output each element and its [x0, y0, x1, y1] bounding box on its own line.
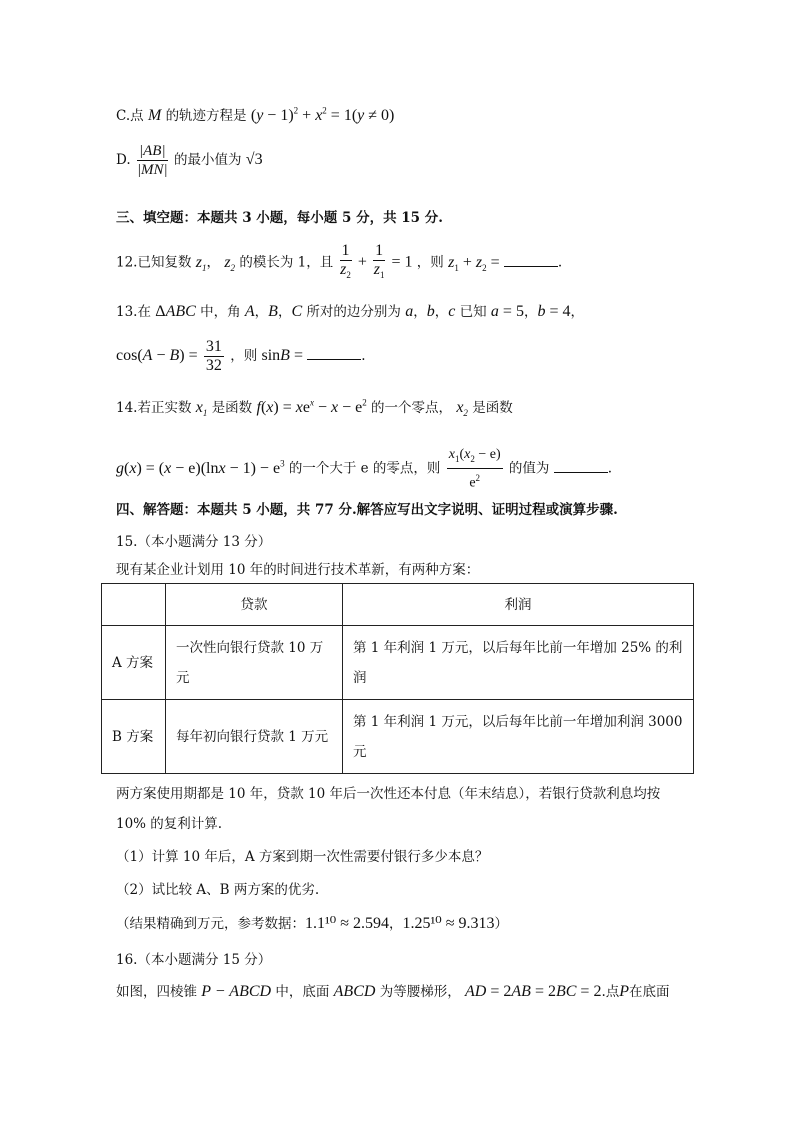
- fraction: $\frac{|AB|}{|MN|}$: [136, 143, 168, 178]
- plan-table: [101, 583, 694, 774]
- section-3-title: 三、填空题：本题共 3 小题，每小题 5 分，共 15 分.: [116, 210, 443, 226]
- table-header-cell: [102, 584, 166, 626]
- question-16-line1: 如图，四棱锥 P − ABCD 中，底面 ABCD 为等腰梯形， AD = 2AB = 2BC = 2.点P在底面: [116, 983, 670, 1000]
- question-12: 12.已知复数 $z_1$， $z_2$ 的模长为 1，且 $\frac{1}{z_2}$ + $\frac{1}{z_1}$ = 1 ，则 $z_1 + z_2$ = .: [116, 242, 562, 284]
- question-15-header: 15.（本小题满分 13 分）: [116, 534, 272, 550]
- question-15-intro: 现有某企业计划用 10 年的时间进行技术革新，有两种方案：: [116, 562, 480, 578]
- fraction: $\frac{31}{32}$: [205, 338, 222, 374]
- table-cell: 第 1 年利润 1 万元，以后每年比前一年增加利润 3000 元: [343, 700, 694, 774]
- table-header-row: [102, 584, 694, 626]
- table-cell: 第 1 年利润 1 万元，以后每年比前一年增加 25% 的利润: [343, 626, 694, 700]
- math-expression: $(y - 1)^2 + x^2 = 1(y \ne 0)$: [250, 105, 395, 124]
- table-cell: 每年初向银行贷款 1 万元: [166, 700, 343, 774]
- table-header-cell: 贷款: [166, 584, 343, 626]
- q11-option-d: D. $\frac{|AB|}{|MN|}$ 的最小值为 √3: [116, 143, 263, 178]
- table-header-cell: 利润: [343, 584, 694, 626]
- answer-blank[interactable]: [504, 254, 558, 267]
- table-row: [102, 700, 694, 774]
- table-cell: A 方案: [102, 626, 166, 700]
- table-row: [102, 626, 694, 700]
- question-15-sub-2: （2）试比较 A、B 两方案的优劣.: [116, 882, 320, 898]
- answer-blank[interactable]: [554, 460, 608, 473]
- question-15-sub-1: （1）计算 10 年后，A 方案到期一次性需要付银行多少本息？: [116, 849, 489, 865]
- question-14-line2: $g(x) = (x - e)(\ln x - 1) - e^3$ 的一个大于 e 的零点，则 $\frac{x_1(x_2 - e)}{e^2}$ 的值为 .: [116, 447, 613, 491]
- fraction: $\frac{1}{z_1}$: [373, 242, 385, 281]
- question-15-after-2: 10% 的复利计算.: [116, 816, 223, 832]
- question-15-reference: （结果精确到万元，参考数据：1.1¹⁰ ≈ 2.594，1.25¹⁰ ≈ 9.313）: [116, 915, 508, 932]
- question-13-line1: 13.在 ΔABC 中，角 A，B，C 所对的边分别为 a，b，c 已知 a = 5，b = 4，: [116, 303, 584, 320]
- answer-blank[interactable]: [307, 347, 361, 360]
- sqrt-3: √3: [245, 151, 263, 168]
- table-cell: B 方案: [102, 700, 166, 774]
- fraction: $\frac{1}{z_2}$: [340, 242, 351, 281]
- table-cell: 一次性向银行贷款 10 万元: [166, 626, 343, 700]
- question-16-header: 16.（本小题满分 15 分）: [116, 952, 272, 968]
- question-14-line1: 14.若正实数 $x_1$ 是函数 $f(x) = xe^x - x - e^2$ 的一个零点， $x_2$ 是函数: [116, 397, 513, 419]
- section-4-title: 四、解答题：本题共 5 小题，共 77 分.解答应写出文字说明、证明过程或演算步骤.: [116, 502, 618, 518]
- q11-option-c: C.点 M 的轨迹方程是 $(y - 1)^2 + x^2 = 1(y \ne 0)$: [116, 105, 395, 124]
- question-13-line2: cos(A − B) = $\frac{31}{32}$ ，则 sinB = .: [116, 338, 366, 374]
- fraction: $\frac{x_1(x_2 - e)}{e^2}$: [448, 447, 501, 491]
- question-15-after-1: 两方案使用期都是 10 年，贷款 10 年后一次性还本付息（年末结息），若银行贷款利息均按: [116, 786, 661, 802]
